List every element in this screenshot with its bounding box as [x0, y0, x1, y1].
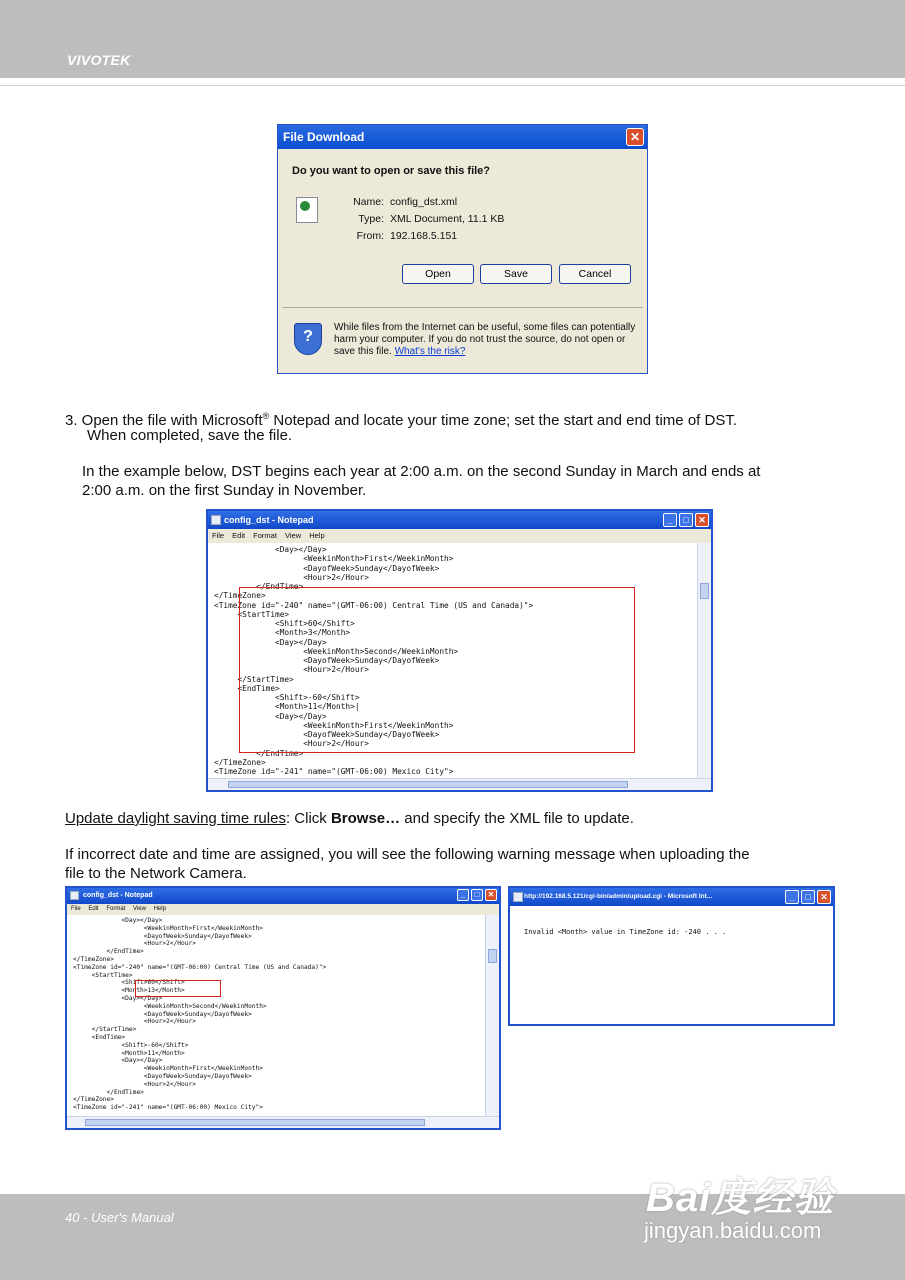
code-line: <WeekinMonth>First</WeekinMonth> — [73, 1065, 263, 1073]
code-line: <StartTime> — [73, 971, 133, 979]
notepad-title: config_dst - Notepad — [208, 511, 711, 529]
code-line: <StartTime> — [214, 609, 290, 619]
vertical-scrollbar[interactable] — [485, 915, 499, 1116]
close-icon[interactable]: ✕ — [626, 128, 644, 146]
code-line: <Shift>60</Shift> — [73, 979, 185, 987]
code-line: <Hour>2</Hour> — [73, 940, 196, 948]
save-button[interactable]: Save — [480, 264, 552, 284]
notepad-icon — [211, 515, 221, 525]
code-line: <Day></Day> — [214, 637, 327, 647]
code-line: </TimeZone> — [73, 955, 114, 963]
code-line: <Hour>2</Hour> — [73, 1080, 196, 1088]
page-number: 40 - User's Manual — [65, 1210, 174, 1225]
code-line: <DayofWeek>Sunday</DayofWeek> — [73, 1072, 252, 1080]
from-value: 192.168.5.151 — [390, 230, 458, 242]
dialog-title: File Download — [278, 125, 647, 149]
example-line2: 2:00 a.m. on the first Sunday in November. — [82, 482, 367, 499]
timezone-highlight-box — [239, 587, 635, 753]
code-line: <Hour>2</Hour> — [73, 1018, 196, 1026]
horizontal-scrollbar[interactable] — [208, 778, 711, 790]
name-value: config_dst.xml — [390, 196, 458, 208]
ie-window — [508, 886, 835, 1026]
code-line: <Day></Day> — [73, 994, 163, 1002]
incorrect-line1: If incorrect date and time are assigned, you will see the following warning message when uploading the — [65, 846, 750, 863]
code-line: <WeekinMonth>First</WeekinMonth> — [73, 924, 263, 932]
maximize-icon[interactable]: □ — [679, 513, 693, 527]
code-line: <WeekinMonth>First</WeekinMonth> — [214, 554, 454, 564]
code-line: <TimeZone id="-241" name="(GMT-06:00) Mexico City"> — [214, 767, 454, 776]
close-icon[interactable]: ✕ — [817, 890, 831, 904]
horizontal-scrollbar[interactable] — [67, 1116, 499, 1128]
code-line: </StartTime> — [73, 1026, 137, 1034]
maximize-icon[interactable]: □ — [471, 889, 483, 901]
code-line: <Day></Day> — [214, 545, 327, 554]
watermark-url: jingyan.baidu.com — [644, 1218, 822, 1243]
notepad-window — [206, 509, 713, 792]
incorrect-line2: file to the Network Camera. — [65, 865, 247, 882]
file-download-dialog — [277, 124, 648, 374]
update-dst-rules-label: Update daylight saving time rules — [65, 810, 286, 827]
code-line: <Day></Day> — [73, 1057, 163, 1065]
notepad-menu-bar[interactable]: File Edit Format View Help — [208, 529, 711, 543]
vertical-scrollbar[interactable] — [697, 543, 711, 778]
code-line: <Month>11</Month> — [73, 1049, 185, 1057]
code-line: <TimeZone id="-240" name="(GMT-06:00) Central Time (US and Canada)"> — [214, 600, 534, 610]
code-line: <WeekinMonth>Second</WeekinMonth> — [73, 1002, 267, 1010]
dialog-question: Do you want to open or save this file? — [292, 165, 491, 177]
code-line: <WeekinMonth>Second</WeekinMonth> — [214, 646, 459, 656]
code-line: <Month>11</Month>| — [214, 702, 360, 712]
minimize-icon[interactable]: _ — [785, 890, 799, 904]
code-line: <Hour>2</Hour> — [214, 739, 369, 749]
whats-the-risk-link[interactable]: What's the risk? — [394, 346, 466, 357]
page-header — [0, 0, 905, 78]
code-line: <DayofWeek>Sunday</DayofWeek> — [73, 932, 252, 940]
browse-label: Browse… — [330, 810, 401, 827]
from-label: From: — [356, 230, 384, 242]
code-line: <TimeZone id="-240" name="(GMT-06:00) Central Time (US and Canada)"> — [73, 963, 327, 971]
error-message: Invalid <Month> value in TimeZone id: -240 . . . — [524, 928, 727, 936]
code-line: </TimeZone> — [214, 591, 266, 601]
code-line: </EndTime> — [73, 1088, 144, 1096]
cancel-button[interactable]: Cancel — [559, 264, 631, 284]
code-line: <EndTime> — [73, 1033, 126, 1041]
step3-text-b: Notepad and locate your time zone; set the start and end time of DST. — [269, 412, 737, 429]
code-line: </StartTime> — [214, 674, 294, 684]
code-line: <Day></Day> — [73, 917, 163, 924]
xml-file-icon — [296, 197, 318, 223]
security-shield-icon: ? — [294, 323, 322, 355]
code-line: <DayofWeek>Sunday</DayofWeek> — [214, 656, 440, 665]
step3-text-a: 3. Open the file with Microsoft — [65, 412, 263, 429]
registered-mark: ® — [262, 411, 270, 421]
code-line: <DayofWeek>Sunday</DayofWeek> — [214, 730, 440, 739]
open-button[interactable]: Open — [402, 264, 474, 284]
type-value: XML Document, 11.1 KB — [390, 213, 505, 225]
security-warning — [334, 322, 639, 358]
watermark-logo: Bai度经验 — [646, 1176, 835, 1220]
month-error-highlight-box — [135, 980, 221, 997]
ie-title: http://192.168.5.121/cgi-bin/admin/upload.cgi - Microsoft Int... — [510, 888, 833, 906]
code-line: <EndTime> — [214, 683, 280, 693]
code-line: </TimeZone> — [73, 1096, 114, 1104]
minimize-icon[interactable]: _ — [457, 889, 469, 901]
code-line: </TimeZone> — [214, 757, 266, 767]
warning-text: While files from the Internet can be useful, some files can potentially harm your computer. If you do not trust the source, do not open or save this file. — [334, 322, 636, 357]
notepad-small-menu-bar[interactable]: File Edit Format View Help — [67, 904, 499, 915]
code-line: <Hour>2</Hour> — [214, 572, 369, 582]
update-text-2: and specify the XML file to update. — [400, 810, 634, 827]
code-line: <Day></Day> — [214, 711, 327, 721]
notepad-small-text-area[interactable] — [67, 917, 483, 1116]
code-line: </EndTime> — [73, 948, 144, 956]
close-icon[interactable]: ✕ — [485, 889, 497, 901]
code-line: <TimeZone id="-241" name="(GMT-06:00) Mexico City"> — [73, 1104, 263, 1112]
code-line: <Shift>-60</Shift> — [73, 1041, 189, 1049]
code-line: <Hour>2</Hour> — [214, 665, 369, 675]
step3-line2: When completed, save the file. — [87, 427, 293, 444]
notepad-icon — [70, 891, 79, 900]
code-line: </EndTime> — [214, 748, 304, 758]
code-line: <Month>3</Month> — [214, 628, 351, 638]
code-line: <DayofWeek>Sunday</DayofWeek> — [73, 1010, 252, 1018]
update-text-1: : Click — [285, 810, 331, 827]
code-line: </EndTime> — [214, 582, 304, 591]
baidu-watermark — [640, 1140, 855, 1250]
close-icon[interactable]: ✕ — [695, 513, 709, 527]
ie-icon — [513, 892, 523, 902]
header-divider — [0, 85, 905, 86]
brand-name: VIVOTEK — [67, 52, 131, 68]
name-label: Name: — [353, 196, 384, 208]
update-paragraph — [65, 809, 634, 828]
code-line: <WeekinMonth>First</WeekinMonth> — [214, 720, 454, 730]
minimize-icon[interactable]: _ — [663, 513, 677, 527]
type-label: Type: — [358, 213, 384, 225]
ie-content — [510, 906, 833, 1024]
maximize-icon[interactable]: □ — [801, 890, 815, 904]
code-line: <DayofWeek>Sunday</DayofWeek> — [214, 563, 440, 573]
code-line: <Shift>-60</Shift> — [214, 693, 360, 702]
notepad-window-small — [65, 886, 501, 1130]
notepad-small-title: config_dst - Notepad — [67, 888, 499, 904]
code-line: <Shift>60</Shift> — [214, 619, 355, 628]
dialog-divider — [282, 307, 643, 308]
example-line1: In the example below, DST begins each year at 2:00 a.m. on the second Sunday in March and ends at — [82, 463, 761, 480]
code-line: <Month>13</Month> — [73, 987, 185, 995]
